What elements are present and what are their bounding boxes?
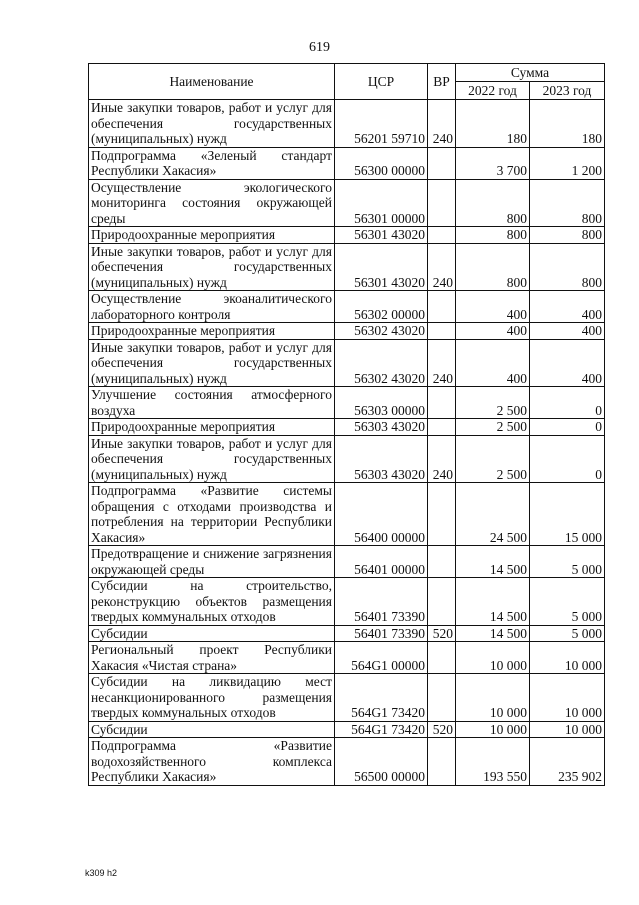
row-vr xyxy=(428,179,456,227)
row-name: Осуществление экологического мониторинга состояния окружающей среды xyxy=(89,179,335,227)
table-row xyxy=(89,100,605,148)
row-amount-2022: 14 500 xyxy=(456,578,530,626)
table-row xyxy=(89,546,605,578)
row-vr xyxy=(428,546,456,578)
row-amount-2023: 15 000 xyxy=(530,483,605,546)
row-amount-2023: 0 xyxy=(530,419,605,436)
row-amount-2023: 400 xyxy=(530,291,605,323)
row-name: Улучшение состояния атмосферного воздуха xyxy=(89,387,335,419)
row-amount-2022: 400 xyxy=(456,339,530,387)
row-amount-2023: 800 xyxy=(530,179,605,227)
row-amount-2023: 800 xyxy=(530,227,605,244)
row-amount-2022: 800 xyxy=(456,243,530,291)
row-name: Субсидии xyxy=(89,721,335,738)
row-vr xyxy=(428,578,456,626)
row-vr xyxy=(428,674,456,722)
row-name: Природоохранные мероприятия xyxy=(89,323,335,340)
page-number: 619 xyxy=(309,40,330,55)
row-vr: 240 xyxy=(428,339,456,387)
footer-code: k309 h2 xyxy=(85,868,118,878)
row-vr: 240 xyxy=(428,100,456,148)
row-csr: 56301 00000 xyxy=(335,179,428,227)
row-amount-2022: 193 550 xyxy=(456,738,530,786)
row-amount-2023: 400 xyxy=(530,339,605,387)
row-vr xyxy=(428,323,456,340)
header-name: Наименование xyxy=(89,64,335,100)
header-vr: ВР xyxy=(428,64,456,100)
row-amount-2022: 10 000 xyxy=(456,642,530,674)
row-name: Региональный проект Республики Хакасия «Чистая страна» xyxy=(89,642,335,674)
row-csr: 56500 00000 xyxy=(335,738,428,786)
row-csr: 56301 43020 xyxy=(335,243,428,291)
row-amount-2022: 400 xyxy=(456,291,530,323)
table-row xyxy=(89,387,605,419)
row-name: Предотвращение и снижение загрязнения окружающей среды xyxy=(89,546,335,578)
row-amount-2023: 235 902 xyxy=(530,738,605,786)
table-row xyxy=(89,243,605,291)
row-amount-2022: 14 500 xyxy=(456,625,530,642)
row-vr xyxy=(428,483,456,546)
row-csr: 56301 43020 xyxy=(335,227,428,244)
row-name: Подпрограмма «Развитие системы обращения с отходами производства и потребления на территории Республики Хакасия» xyxy=(89,483,335,546)
row-vr xyxy=(428,147,456,179)
row-amount-2023: 0 xyxy=(530,387,605,419)
row-csr: 56303 43020 xyxy=(335,435,428,483)
row-amount-2023: 5 000 xyxy=(530,625,605,642)
table-row xyxy=(89,642,605,674)
row-csr: 56401 73390 xyxy=(335,578,428,626)
table-row xyxy=(89,339,605,387)
row-amount-2022: 10 000 xyxy=(456,721,530,738)
row-csr: 56401 73390 xyxy=(335,625,428,642)
table-row xyxy=(89,419,605,436)
row-amount-2022: 2 500 xyxy=(456,435,530,483)
table-row xyxy=(89,721,605,738)
row-vr: 520 xyxy=(428,625,456,642)
row-csr: 56401 00000 xyxy=(335,546,428,578)
row-name: Иные закупки товаров, работ и услуг для обеспечения государственных (муниципальных) нужд xyxy=(89,243,335,291)
row-amount-2023: 10 000 xyxy=(530,642,605,674)
row-name: Подпрограмма «Развитие водохозяйственного комплекса Республики Хакасия» xyxy=(89,738,335,786)
row-amount-2023: 1 200 xyxy=(530,147,605,179)
row-amount-2022: 24 500 xyxy=(456,483,530,546)
row-amount-2023: 400 xyxy=(530,323,605,340)
row-csr: 56303 00000 xyxy=(335,387,428,419)
row-amount-2022: 400 xyxy=(456,323,530,340)
table-row xyxy=(89,674,605,722)
row-amount-2022: 2 500 xyxy=(456,387,530,419)
table-row xyxy=(89,483,605,546)
row-amount-2023: 0 xyxy=(530,435,605,483)
row-name: Подпрограмма «Зеленый стандарт Республики Хакасия» xyxy=(89,147,335,179)
row-name: Иные закупки товаров, работ и услуг для обеспечения государственных (муниципальных) нужд xyxy=(89,339,335,387)
row-amount-2022: 800 xyxy=(456,227,530,244)
row-amount-2023: 800 xyxy=(530,243,605,291)
row-name: Иные закупки товаров, работ и услуг для обеспечения государственных (муниципальных) нужд xyxy=(89,435,335,483)
row-amount-2022: 180 xyxy=(456,100,530,148)
header-csr: ЦСР xyxy=(335,64,428,100)
row-name: Природоохранные мероприятия xyxy=(89,419,335,436)
row-csr: 564G1 73420 xyxy=(335,721,428,738)
row-amount-2022: 2 500 xyxy=(456,419,530,436)
row-amount-2023: 180 xyxy=(530,100,605,148)
table-row xyxy=(89,625,605,642)
row-vr xyxy=(428,642,456,674)
row-name: Природоохранные мероприятия xyxy=(89,227,335,244)
header-year-2023: 2023 год xyxy=(530,82,605,100)
row-amount-2023: 10 000 xyxy=(530,674,605,722)
row-csr: 56300 00000 xyxy=(335,147,428,179)
row-vr: 240 xyxy=(428,435,456,483)
row-amount-2022: 800 xyxy=(456,179,530,227)
row-csr: 56303 43020 xyxy=(335,419,428,436)
row-name: Субсидии xyxy=(89,625,335,642)
row-csr: 564G1 73420 xyxy=(335,674,428,722)
table-row xyxy=(89,323,605,340)
row-csr: 564G1 00000 xyxy=(335,642,428,674)
table-row xyxy=(89,435,605,483)
budget-table xyxy=(88,63,605,786)
row-amount-2022: 3 700 xyxy=(456,147,530,179)
row-vr xyxy=(428,738,456,786)
row-name: Субсидии на строительство, реконструкцию объектов размещения твердых коммунальных отходов xyxy=(89,578,335,626)
row-vr: 520 xyxy=(428,721,456,738)
row-name: Иные закупки товаров, работ и услуг для обеспечения государственных (муниципальных) нужд xyxy=(89,100,335,148)
row-vr: 240 xyxy=(428,243,456,291)
row-csr: 56302 43020 xyxy=(335,323,428,340)
row-csr: 56302 43020 xyxy=(335,339,428,387)
row-name: Осуществление экоаналитического лабораторного контроля xyxy=(89,291,335,323)
row-amount-2023: 10 000 xyxy=(530,721,605,738)
table-row xyxy=(89,179,605,227)
row-csr: 56400 00000 xyxy=(335,483,428,546)
row-name: Субсидии на ликвидацию мест несанкционированного размещения твердых коммунальных отходов xyxy=(89,674,335,722)
table-row xyxy=(89,227,605,244)
row-amount-2023: 5 000 xyxy=(530,578,605,626)
table-row xyxy=(89,291,605,323)
row-amount-2022: 14 500 xyxy=(456,546,530,578)
table-body xyxy=(89,100,605,786)
row-vr xyxy=(428,419,456,436)
row-vr xyxy=(428,387,456,419)
table-row xyxy=(89,738,605,786)
table-row xyxy=(89,147,605,179)
header-year-2022: 2022 год xyxy=(456,82,530,100)
header-sum: Сумма xyxy=(456,64,605,82)
row-vr xyxy=(428,291,456,323)
row-csr: 56201 59710 xyxy=(335,100,428,148)
row-csr: 56302 00000 xyxy=(335,291,428,323)
row-vr xyxy=(428,227,456,244)
row-amount-2023: 5 000 xyxy=(530,546,605,578)
row-amount-2022: 10 000 xyxy=(456,674,530,722)
table-row xyxy=(89,578,605,626)
